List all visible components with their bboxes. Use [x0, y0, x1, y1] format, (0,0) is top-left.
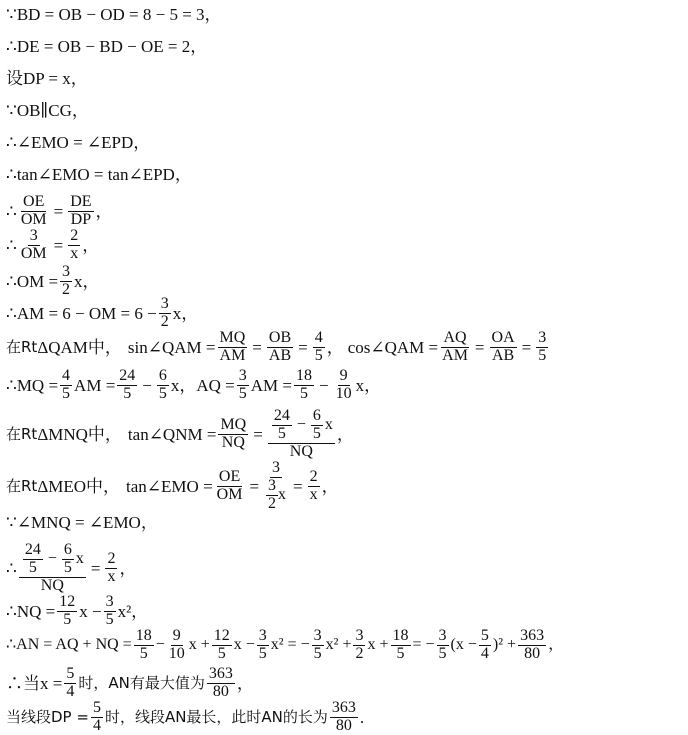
fraction: $\frac{2}{x}$ [107, 549, 116, 585]
line-6: ∴tan∠EMO = tan∠EPD， [6, 165, 192, 184]
fraction: $\frac{2}{x}$ [70, 227, 79, 262]
compound-fraction: 3 $\frac{3}{2}$ x [268, 459, 287, 512]
fraction: $\frac{3}{2}$ [355, 627, 364, 662]
fraction: $\frac{DE}{DP}$ [70, 193, 92, 228]
fraction: $\frac{24}{5}$ [273, 407, 290, 442]
compound-fraction: $\frac{24}{5}$ − $\frac{6}{5}$ x NQ [268, 408, 335, 460]
line-10: ∴AM = 6 − OM = 6 − $\frac{3}{2}$ x， [6, 295, 199, 330]
fraction: $\frac{4}{5}$ [62, 367, 71, 402]
fraction: $\frac{4}{5}$ [314, 329, 323, 364]
fraction: $\frac{3}{5}$ [313, 627, 322, 662]
line-12: ∴MQ = $\frac{4}{5}$ AM = $\frac{24}{5}$ − $\frac{6}{5}$ x，AQ = $\frac{3}{5}$ AM = $\frac{18}{5}$ − $\frac{9}{10}$ x， [6, 367, 382, 402]
fraction: $\frac{9}{10}$ [335, 367, 352, 402]
line-2: ∴DE = OB − BD − OE = 2， [6, 37, 208, 56]
fraction: $\frac{OA}{AB}$ [491, 329, 515, 364]
fraction: $\frac{5}{4}$ [92, 699, 101, 734]
fraction: $\frac{5}{4}$ [66, 665, 75, 700]
fraction: $\frac{3}{5}$ [538, 329, 547, 364]
line-13: 在Rt ΔMNQ中， tan∠QNM = $\frac{MQ}{NQ}$ = $\frac{24}{5}$ − $\frac{6}{5}$ x NQ ， [6, 407, 354, 460]
fraction: $\frac{5}{4}$ [480, 627, 489, 662]
line-16: ∴ $\frac{24}{5}$ − $\frac{6}{5}$ x NQ = $\frac{2}{x}$ ， [6, 541, 137, 594]
fraction: $\frac{3}{2}$ [160, 295, 169, 330]
fraction: $\frac{AQ}{AM}$ [442, 329, 468, 364]
line-14: 在Rt ΔMEO中， tan∠EMO = $\frac{OE}{OM}$ = 3 $\frac{3}{2}$ x = $\frac{2}{x}$ ， [6, 459, 339, 512]
fraction: $\frac{12}{5}$ [213, 627, 230, 662]
fraction: $\frac{24}{5}$ [24, 541, 41, 576]
fraction: $\frac{3}{5}$ [438, 627, 447, 662]
fraction: $\frac{6}{5}$ [312, 407, 321, 442]
fraction: $\frac{3}{OM}$ [20, 227, 47, 262]
compound-fraction: $\frac{24}{5}$ − $\frac{6}{5}$ x NQ [19, 542, 86, 594]
line-8: ∴ $\frac{3}{OM}$ = $\frac{2}{x}$ ， [6, 227, 100, 262]
fraction: $\frac{3}{5}$ [238, 367, 247, 402]
line-18: ∴AN = AQ + NQ = $\frac{18}{5}$ − $\frac{9}{10}$ x + $\frac{12}{5}$ x − $\frac{3}{5}$ x² = − $\frac{3}{5}$ x² + $\frac{3}{2}$ x + $\frac{18}{5}$ = − $\frac{3}{5}$ ( x − $\frac{5}{4}$ )² + $\frac{363}{80}$ ， [6, 627, 565, 662]
line-9: ∴OM = $\frac{3}{2}$ x， [6, 263, 100, 298]
fraction: $\frac{3}{5}$ [258, 627, 267, 662]
fraction: $\frac{363}{80}$ [520, 627, 545, 662]
line-11: 在Rt ΔQAM中， sin∠QAM = $\frac{MQ}{AM}$ = $\frac{OB}{AB}$ = $\frac{4}{5}$ ， cos∠QAM = $\frac{AQ}{AM}$ = $\frac{OA}{AB}$ = $\frac{3}{5}$ [6, 329, 547, 364]
line-19: ∴当x = $\frac{5}{4}$ 时，AN有最大值为 $\frac{363}{80}$ ， [6, 665, 254, 700]
line-1: ∵BD = OB − OD = 8 − 5 = 3， [6, 5, 222, 24]
fraction: $\frac{9}{10}$ [168, 627, 185, 662]
fraction: $\frac{OE}{OM}$ [20, 193, 47, 228]
line-4: ∵OB∥CG， [6, 101, 89, 120]
fraction: $\frac{18}{5}$ [392, 627, 409, 662]
fraction: $\frac{18}{5}$ [296, 367, 313, 402]
fraction: $\frac{3}{2}$ [62, 263, 71, 298]
fraction: $\frac{OB}{AB}$ [268, 329, 292, 364]
fraction: $\frac{MQ}{AM}$ [219, 329, 246, 364]
fraction: $\frac{3}{5}$ [105, 593, 114, 628]
fraction: $\frac{363}{80}$ [208, 665, 233, 700]
fraction: $\frac{18}{5}$ [135, 627, 152, 662]
fraction: $\frac{OE}{OM}$ [216, 467, 243, 503]
fraction: $\frac{2}{x}$ [309, 467, 318, 503]
line-5: ∴∠EMO = ∠EPD， [6, 133, 151, 152]
line-15: ∵∠MNQ = ∠EMO， [6, 513, 158, 532]
line-20: 当线段DP = $\frac{5}{4}$ 时，线段AN最长，此时AN的长为 $\frac{363}{80}$ . [6, 699, 365, 734]
fraction: $\frac{363}{80}$ [331, 699, 356, 734]
line-3: 设DP = x， [6, 69, 88, 88]
fraction: $\frac{MQ}{NQ}$ [220, 415, 247, 451]
fraction: $\frac{3}{2}$ [268, 476, 277, 512]
fraction: $\frac{24}{5}$ [119, 367, 136, 402]
fraction: $\frac{12}{5}$ [59, 593, 76, 628]
fraction: $\frac{6}{5}$ [158, 367, 167, 402]
line-7: ∴ $\frac{OE}{OM}$ = $\frac{DE}{DP}$ ， [6, 193, 113, 228]
fraction: $\frac{6}{5}$ [63, 541, 72, 576]
line-17: ∴NQ = $\frac{12}{5}$ x − $\frac{3}{5}$ x²， [6, 593, 149, 628]
